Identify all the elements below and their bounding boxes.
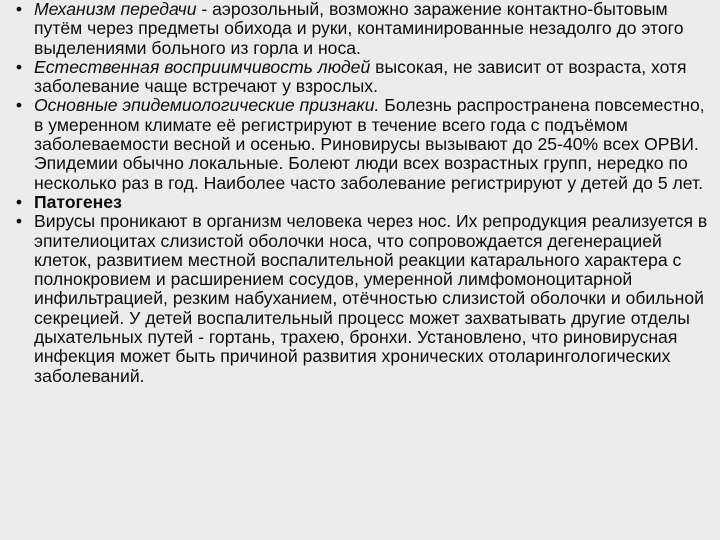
bullet-text: Болезнь распространена повсеместно, в умеренном климате её регистрируют в течение всего года с подъёмом заболеваемости весной и осенью. Риновирусы вызывают до 25-40% всех ОРВИ. Эпидемии обычно локальные. Болеют люди всех возрастных групп, нередко по несколько раз в год. Наиболее часто заболевание регистрируют у детей до 5 лет. [34,95,705,193]
bullet-text: - аэрозольный, возможно заражение контактно-бытовым путём через предметы обихода и руки, контаминированные незадолго до этого выделениями больного из горла и носа. [34,0,684,58]
bullet-dot-icon: • [15,191,23,212]
bullet-lead: Естественная восприимчивость людей [34,56,371,77]
bullet-pathogenesis-heading [6,193,708,212]
bullet-epidemiology [6,96,708,192]
bullet-text: высокая, не зависит от возраста, хотя заболевание чаще встречают у взрослых. [34,56,687,97]
bullet-susceptibility [6,58,708,97]
bullet-dot-icon: • [15,211,23,232]
bullet-pathogenesis-text [6,212,708,386]
bullet-dot-icon: • [15,95,23,116]
bullet-list [6,0,708,386]
bullet-dot-icon: • [15,56,23,77]
bullet-text: Вирусы проникают в организм человека через нос. Их репродукция реализуется в эпителиоцитах слизистой оболочки носа, что сопровождается дегенерацией клеток, развитием местной воспалительной реакции катарального характера с полнокровием и расширением сосудов, умеренной лимфомоноцитарной инфильтрацией, резким набуханием, отёчностью слизистой оболочки и обильной секрецией. У детей воспалительный процесс может захватывать другие отделы дыхательных путей - гортань, трахею, бронхи. Установлено, что риновирусная инфекция может быть причиной развития хронических отоларингологических заболеваний. [34,211,708,386]
bullet-lead: Механизм передачи [34,0,197,19]
bullet-dot-icon: • [15,0,23,19]
bullet-lead: Основные эпидемиологические признаки. [34,95,380,116]
section-heading: Патогенез [34,191,122,212]
bullet-transmission [6,0,708,58]
